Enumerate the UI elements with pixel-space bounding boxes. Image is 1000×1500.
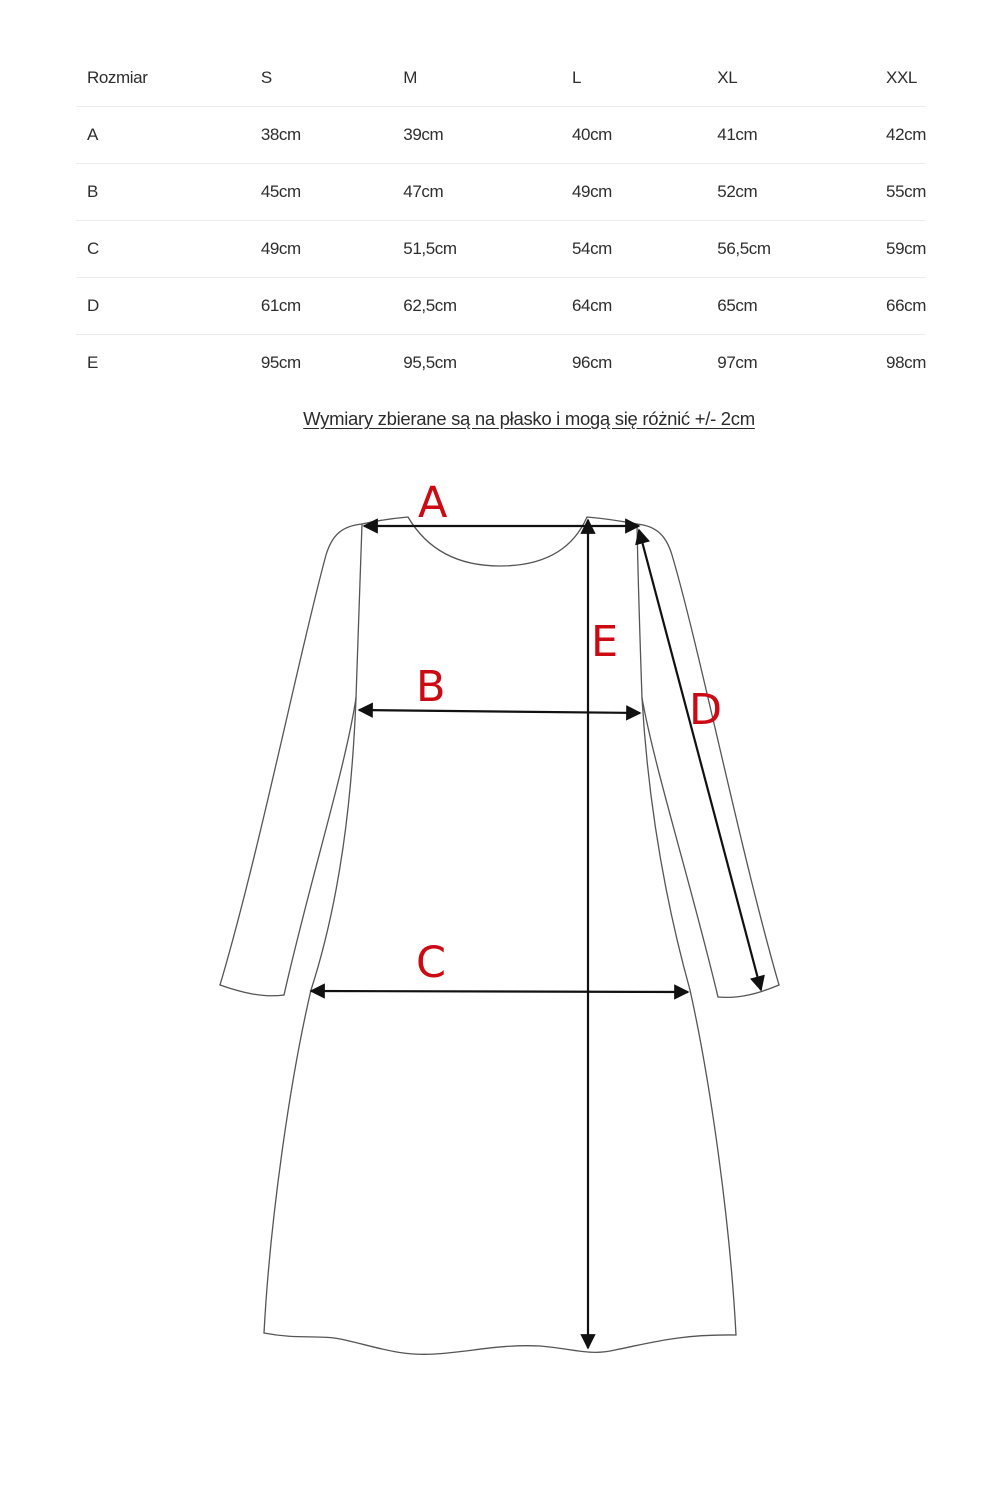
size-header-xl: XL — [706, 50, 875, 107]
size-header-xxl: XXL — [875, 50, 926, 107]
row-label: D — [76, 278, 250, 335]
label-b: B — [416, 662, 446, 712]
table-cell: 41cm — [706, 107, 875, 164]
table-cell: 38cm — [250, 107, 392, 164]
table-cell: 62,5cm — [392, 278, 561, 335]
table-cell: 49cm — [561, 164, 706, 221]
measurement-arrows — [311, 520, 761, 1348]
left-sleeve-cuff — [220, 985, 284, 996]
table-cell: 39cm — [392, 107, 561, 164]
label-c: C — [416, 938, 447, 988]
table-cell: 61cm — [250, 278, 392, 335]
table-cell: 65cm — [706, 278, 875, 335]
size-header-s: S — [250, 50, 392, 107]
left-side-seam — [264, 698, 356, 1333]
measurement-note-text: Wymiary zbierane są na płasko i mogą się różnić +/- 2cm — [303, 408, 755, 429]
left-armhole — [356, 524, 362, 698]
neckline — [362, 517, 637, 566]
row-label: E — [87, 353, 98, 372]
table-cell: 55cm — [875, 164, 926, 221]
table-cell: 49cm — [250, 221, 392, 278]
table-cell: 59cm — [875, 221, 926, 278]
table-cell: 45cm — [250, 164, 392, 221]
label-e: E — [591, 617, 619, 667]
size-header-label: Rozmiar — [76, 50, 250, 107]
right-side-seam — [642, 698, 736, 1335]
table-cell: 42cm — [875, 107, 926, 164]
table-cell: 95cm — [260, 353, 301, 372]
table-cell: 96cm — [571, 353, 612, 372]
row-label: A — [76, 107, 250, 164]
dress-hem — [264, 1333, 736, 1354]
table-cell: 40cm — [561, 107, 706, 164]
arrow-b — [359, 710, 640, 713]
table-cell: 51,5cm — [392, 221, 561, 278]
dress-outline — [220, 517, 779, 1354]
table-cell: 95,5cm — [403, 353, 457, 372]
label-d: D — [689, 685, 723, 735]
size-header-l: L — [561, 50, 706, 107]
left-sleeve-outer — [220, 524, 362, 985]
label-a: A — [418, 478, 448, 528]
table-cell: 47cm — [392, 164, 561, 221]
table-cell: 56,5cm — [706, 221, 875, 278]
table-cell: 52cm — [706, 164, 875, 221]
table-cell: 97cm — [717, 353, 758, 372]
left-sleeve-inner — [284, 698, 356, 995]
right-armhole — [637, 524, 642, 698]
right-sleeve-outer — [637, 524, 779, 985]
row-label: C — [76, 221, 250, 278]
arrow-c — [311, 991, 688, 992]
arrow-d — [639, 530, 761, 990]
size-header-m: M — [392, 50, 561, 107]
table-cell: 66cm — [875, 278, 926, 335]
row-label: B — [76, 164, 250, 221]
table-cell: 98cm — [886, 353, 926, 372]
right-sleeve-cuff — [718, 985, 779, 997]
table-cell: 64cm — [561, 278, 706, 335]
table-cell: 54cm — [561, 221, 706, 278]
